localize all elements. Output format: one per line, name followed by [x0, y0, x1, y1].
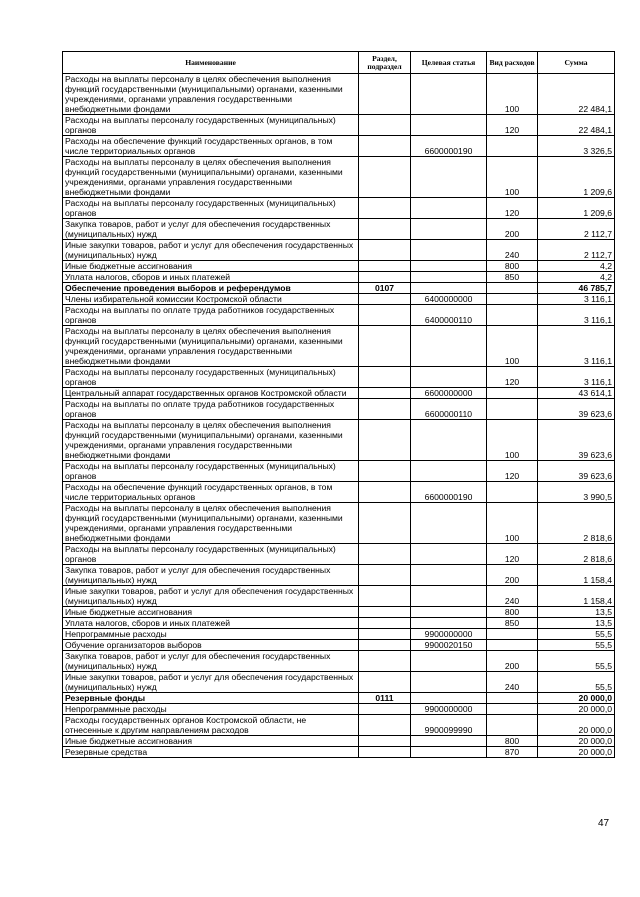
row-target-cell — [411, 198, 487, 219]
row-target-cell: 9900099990 — [411, 715, 487, 736]
row-target-cell — [411, 565, 487, 586]
row-name-cell: Уплата налогов, сборов и иных платежей — [63, 618, 359, 629]
row-name-cell: Расходы на обеспечение функций государственных органов, в том числе территориальных органов — [63, 136, 359, 157]
row-name-cell: Расходы на выплаты персоналу государственных (муниципальных) органов — [63, 198, 359, 219]
row-name-cell: Резервные средства — [63, 747, 359, 758]
table-row — [63, 294, 615, 305]
table-row — [63, 565, 615, 586]
row-section-cell — [359, 367, 411, 388]
row-target-cell — [411, 651, 487, 672]
table-row — [63, 326, 615, 367]
row-section-cell — [359, 715, 411, 736]
row-sum-cell: 39 623,6 — [538, 420, 615, 461]
row-target-cell: 6400000110 — [411, 305, 487, 326]
row-target-cell — [411, 272, 487, 283]
row-section-cell — [359, 74, 411, 115]
row-section-cell — [359, 672, 411, 693]
row-target-cell — [411, 607, 487, 618]
row-section-cell — [359, 747, 411, 758]
row-target-cell — [411, 503, 487, 544]
row-type-cell: 100 — [487, 503, 538, 544]
row-target-cell — [411, 586, 487, 607]
row-target-cell — [411, 115, 487, 136]
table-row — [63, 305, 615, 326]
row-target-cell — [411, 618, 487, 629]
row-type-cell: 200 — [487, 565, 538, 586]
row-sum-cell: 1 209,6 — [538, 157, 615, 198]
row-sum-cell: 20 000,0 — [538, 704, 615, 715]
table-row — [63, 388, 615, 399]
row-name-cell: Уплата налогов, сборов и иных платежей — [63, 272, 359, 283]
table-row — [63, 461, 615, 482]
row-type-cell: 120 — [487, 115, 538, 136]
row-section-cell — [359, 388, 411, 399]
header-target: Целевая статья — [411, 52, 487, 74]
row-sum-cell: 3 116,1 — [538, 326, 615, 367]
table-row — [63, 607, 615, 618]
table-row — [63, 618, 615, 629]
row-name-cell: Резервные фонды — [63, 693, 359, 704]
row-target-cell: 9900020150 — [411, 640, 487, 651]
table-row — [63, 544, 615, 565]
row-name-cell: Расходы на выплаты по оплате труда работников государственных органов — [63, 305, 359, 326]
row-type-cell: 240 — [487, 672, 538, 693]
header-name: Наименование — [63, 52, 359, 74]
row-sum-cell: 55,5 — [538, 672, 615, 693]
row-target-cell — [411, 747, 487, 758]
row-section-cell — [359, 565, 411, 586]
table-row — [63, 136, 615, 157]
row-sum-cell: 2 818,6 — [538, 503, 615, 544]
row-name-cell: Расходы на выплаты персоналу государственных (муниципальных) органов — [63, 544, 359, 565]
row-name-cell: Центральный аппарат государственных органов Костромской области — [63, 388, 359, 399]
table-row — [63, 747, 615, 758]
row-name-cell: Иные бюджетные ассигнования — [63, 736, 359, 747]
row-sum-cell: 1 158,4 — [538, 586, 615, 607]
page-number: 47 — [598, 818, 610, 829]
row-type-cell: 800 — [487, 736, 538, 747]
row-sum-cell: 1 158,4 — [538, 565, 615, 586]
row-name-cell: Расходы на выплаты персоналу в целях обеспечения выполнения функций государственными (муниципальными) органами, казенными учреждениями, органами управления государственными внебюджетными фондами — [63, 74, 359, 115]
row-sum-cell: 39 623,6 — [538, 399, 615, 420]
row-name-cell: Расходы на выплаты персоналу государственных (муниципальных) органов — [63, 367, 359, 388]
row-target-cell — [411, 461, 487, 482]
row-type-cell: 240 — [487, 240, 538, 261]
row-name-cell: Расходы на выплаты персоналу государственных (муниципальных) органов — [63, 461, 359, 482]
row-name-cell: Расходы на выплаты персоналу в целях обеспечения выполнения функций государственными (муниципальными) органами, казенными учреждениями, органами управления государственными внебюджетными фондами — [63, 326, 359, 367]
row-type-cell: 800 — [487, 261, 538, 272]
row-target-cell — [411, 367, 487, 388]
row-section-cell — [359, 640, 411, 651]
table-row — [63, 272, 615, 283]
row-target-cell — [411, 74, 487, 115]
row-type-cell — [487, 482, 538, 503]
row-type-cell: 100 — [487, 74, 538, 115]
row-section-cell — [359, 399, 411, 420]
row-section-cell — [359, 544, 411, 565]
table-row — [63, 219, 615, 240]
table-row — [63, 115, 615, 136]
row-sum-cell: 55,5 — [538, 629, 615, 640]
row-sum-cell: 20 000,0 — [538, 747, 615, 758]
row-target-cell: 6600000190 — [411, 136, 487, 157]
row-sum-cell: 13,5 — [538, 618, 615, 629]
row-section-cell — [359, 157, 411, 198]
header-type: Вид расходов — [487, 52, 538, 74]
row-target-cell — [411, 219, 487, 240]
row-name-cell: Непрограммные расходы — [63, 629, 359, 640]
row-name-cell: Иные закупки товаров, работ и услуг для обеспечения государственных (муниципальных) нужд — [63, 240, 359, 261]
row-type-cell — [487, 294, 538, 305]
table-row — [63, 482, 615, 503]
row-target-cell: 6600000110 — [411, 399, 487, 420]
row-section-cell — [359, 704, 411, 715]
row-sum-cell: 3 116,1 — [538, 367, 615, 388]
table-row — [63, 715, 615, 736]
row-sum-cell: 43 614,1 — [538, 388, 615, 399]
table-row — [63, 74, 615, 115]
row-name-cell: Расходы государственных органов Костромской области, не отнесенные к другим направлениям расходов — [63, 715, 359, 736]
row-name-cell: Иные закупки товаров, работ и услуг для обеспечения государственных (муниципальных) нужд — [63, 672, 359, 693]
table-row — [63, 261, 615, 272]
row-section-cell — [359, 629, 411, 640]
table-row — [63, 367, 615, 388]
row-name-cell: Закупка товаров, работ и услуг для обеспечения государственных (муниципальных) нужд — [63, 651, 359, 672]
row-type-cell — [487, 388, 538, 399]
row-type-cell: 100 — [487, 157, 538, 198]
row-type-cell: 120 — [487, 544, 538, 565]
row-type-cell — [487, 136, 538, 157]
row-target-cell — [411, 326, 487, 367]
row-name-cell: Иные бюджетные ассигнования — [63, 261, 359, 272]
row-type-cell — [487, 693, 538, 704]
table-row — [63, 736, 615, 747]
row-type-cell: 850 — [487, 618, 538, 629]
row-sum-cell: 55,5 — [538, 651, 615, 672]
row-section-cell — [359, 326, 411, 367]
section-row — [63, 693, 615, 704]
row-section-cell — [359, 294, 411, 305]
row-type-cell — [487, 305, 538, 326]
row-section-cell — [359, 261, 411, 272]
row-sum-cell: 55,5 — [538, 640, 615, 651]
row-sum-cell: 20 000,0 — [538, 736, 615, 747]
table-row — [63, 629, 615, 640]
row-sum-cell: 1 209,6 — [538, 198, 615, 219]
row-section-cell — [359, 115, 411, 136]
row-section-cell — [359, 461, 411, 482]
row-type-cell — [487, 704, 538, 715]
table-body — [63, 74, 615, 758]
row-sum-cell: 2 112,7 — [538, 240, 615, 261]
row-name-cell: Иные закупки товаров, работ и услуг для обеспечения государственных (муниципальных) нужд — [63, 586, 359, 607]
row-name-cell: Расходы на выплаты персоналу в целях обеспечения выполнения функций государственными (муниципальными) органами, казенными учреждениями, органами управления государственными внебюджетными фондами — [63, 503, 359, 544]
row-name-cell: Иные бюджетные ассигнования — [63, 607, 359, 618]
table-row — [63, 399, 615, 420]
row-type-cell: 120 — [487, 461, 538, 482]
row-sum-cell: 3 116,1 — [538, 294, 615, 305]
row-type-cell: 850 — [487, 272, 538, 283]
row-section-cell — [359, 136, 411, 157]
row-target-cell — [411, 157, 487, 198]
table-row — [63, 704, 615, 715]
row-name-cell: Обеспечение проведения выборов и референдумов — [63, 283, 359, 294]
row-section-cell — [359, 607, 411, 618]
row-name-cell: Члены избирательной комиссии Костромской области — [63, 294, 359, 305]
row-section-cell — [359, 586, 411, 607]
row-name-cell: Расходы на выплаты по оплате труда работников государственных органов — [63, 399, 359, 420]
row-sum-cell: 46 785,7 — [538, 283, 615, 294]
row-type-cell: 800 — [487, 607, 538, 618]
row-type-cell — [487, 399, 538, 420]
row-target-cell — [411, 736, 487, 747]
row-target-cell — [411, 240, 487, 261]
row-name-cell: Непрограммные расходы — [63, 704, 359, 715]
header-sum: Сумма — [538, 52, 615, 74]
row-section-cell — [359, 503, 411, 544]
row-name-cell: Закупка товаров, работ и услуг для обеспечения государственных (муниципальных) нужд — [63, 219, 359, 240]
row-sum-cell: 2 112,7 — [538, 219, 615, 240]
budget-sheet — [62, 51, 615, 758]
row-type-cell: 240 — [487, 586, 538, 607]
row-sum-cell: 3 990,5 — [538, 482, 615, 503]
table-row — [63, 640, 615, 651]
row-sum-cell: 22 484,1 — [538, 74, 615, 115]
budget-table — [62, 51, 615, 758]
row-type-cell — [487, 629, 538, 640]
row-type-cell: 870 — [487, 747, 538, 758]
table-header-row — [63, 52, 615, 74]
row-sum-cell: 2 818,6 — [538, 544, 615, 565]
row-type-cell: 120 — [487, 367, 538, 388]
row-section-cell — [359, 305, 411, 326]
row-section-cell: 0107 — [359, 283, 411, 294]
table-row — [63, 240, 615, 261]
row-sum-cell: 13,5 — [538, 607, 615, 618]
row-type-cell: 120 — [487, 198, 538, 219]
row-section-cell — [359, 736, 411, 747]
row-target-cell — [411, 672, 487, 693]
row-name-cell: Расходы на выплаты персоналу государственных (муниципальных) органов — [63, 115, 359, 136]
row-type-cell — [487, 283, 538, 294]
row-name-cell: Обучение организаторов выборов — [63, 640, 359, 651]
header-section: Раздел, подраздел — [359, 52, 411, 74]
section-row — [63, 283, 615, 294]
row-section-cell: 0111 — [359, 693, 411, 704]
row-target-cell: 9900000000 — [411, 704, 487, 715]
table-row — [63, 651, 615, 672]
table-row — [63, 672, 615, 693]
row-section-cell — [359, 482, 411, 503]
table-row — [63, 503, 615, 544]
row-sum-cell: 22 484,1 — [538, 115, 615, 136]
row-type-cell — [487, 640, 538, 651]
row-sum-cell: 3 116,1 — [538, 305, 615, 326]
row-name-cell: Расходы на выплаты персоналу в целях обеспечения выполнения функций государственными (муниципальными) органами, казенными учреждениями, органами управления государственными внебюджетными фондами — [63, 157, 359, 198]
row-target-cell: 6600000000 — [411, 388, 487, 399]
row-section-cell — [359, 219, 411, 240]
row-section-cell — [359, 198, 411, 219]
row-type-cell: 100 — [487, 420, 538, 461]
row-section-cell — [359, 651, 411, 672]
row-target-cell — [411, 693, 487, 704]
row-sum-cell: 3 326,5 — [538, 136, 615, 157]
table-row — [63, 198, 615, 219]
row-section-cell — [359, 618, 411, 629]
row-target-cell: 6600000190 — [411, 482, 487, 503]
row-type-cell: 100 — [487, 326, 538, 367]
row-target-cell: 6400000000 — [411, 294, 487, 305]
row-name-cell: Закупка товаров, работ и услуг для обеспечения государственных (муниципальных) нужд — [63, 565, 359, 586]
row-section-cell — [359, 272, 411, 283]
row-sum-cell: 20 000,0 — [538, 715, 615, 736]
table-row — [63, 586, 615, 607]
row-target-cell — [411, 283, 487, 294]
row-target-cell: 9900000000 — [411, 629, 487, 640]
row-section-cell — [359, 420, 411, 461]
row-target-cell — [411, 261, 487, 272]
row-type-cell — [487, 715, 538, 736]
row-sum-cell: 20 000,0 — [538, 693, 615, 704]
row-sum-cell: 4,2 — [538, 261, 615, 272]
row-type-cell: 200 — [487, 219, 538, 240]
row-sum-cell: 39 623,6 — [538, 461, 615, 482]
row-section-cell — [359, 240, 411, 261]
row-target-cell — [411, 420, 487, 461]
row-name-cell: Расходы на обеспечение функций государственных органов, в том числе территориальных органов — [63, 482, 359, 503]
row-target-cell — [411, 544, 487, 565]
row-sum-cell: 4,2 — [538, 272, 615, 283]
table-row — [63, 157, 615, 198]
table-row — [63, 420, 615, 461]
row-name-cell: Расходы на выплаты персоналу в целях обеспечения выполнения функций государственными (муниципальными) органами, казенными учреждениями, органами управления государственными внебюджетными фондами — [63, 420, 359, 461]
row-type-cell: 200 — [487, 651, 538, 672]
